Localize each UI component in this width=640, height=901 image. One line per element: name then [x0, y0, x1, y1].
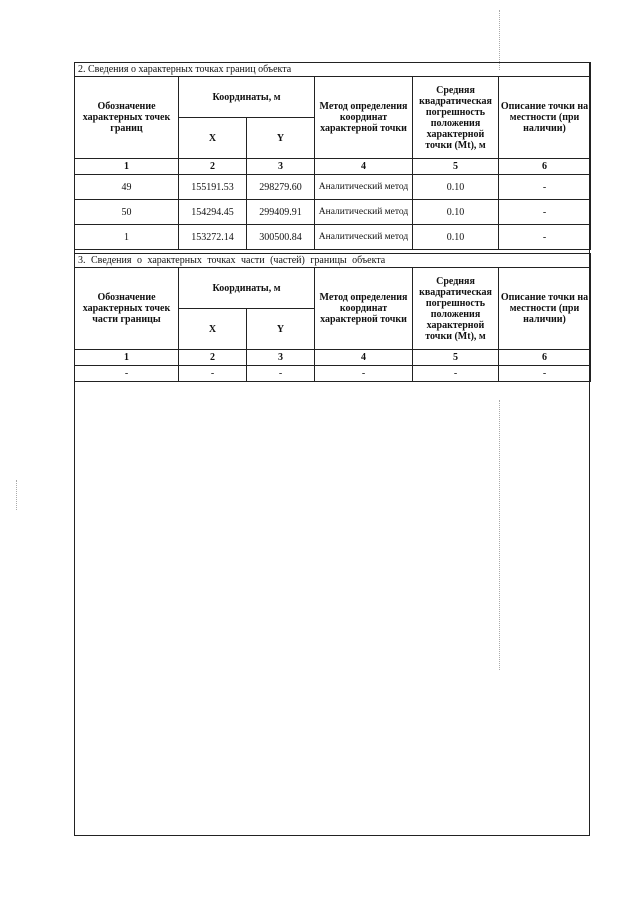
column-number: 1 — [75, 350, 179, 366]
x-cell: 155191.53 — [179, 175, 247, 200]
header-y: Y — [247, 118, 315, 159]
description-cell: - — [499, 175, 591, 200]
header-point-designation: Обозначение характерных точек части границы — [75, 268, 179, 350]
section-caption: 3. Сведения о характерных точках части (частей) границы объекта — [75, 254, 591, 268]
point-cell: - — [75, 366, 179, 382]
scan-artifact — [16, 480, 18, 510]
description-cell: - — [499, 200, 591, 225]
column-number: 6 — [499, 350, 591, 366]
mt-cell: 0.10 — [413, 175, 499, 200]
description-cell: - — [499, 225, 591, 250]
part-boundary-points-table — [74, 253, 591, 382]
column-number: 1 — [75, 159, 179, 175]
mt-cell: 0.10 — [413, 200, 499, 225]
header-y: Y — [247, 309, 315, 350]
method-cell: - — [315, 366, 413, 382]
header-accuracy: Средняя квадратическая погрешность положения характерной точки (Mt), м — [413, 77, 499, 159]
x-cell: 153272.14 — [179, 225, 247, 250]
y-cell: 300500.84 — [247, 225, 315, 250]
header-coordinates: Координаты, м — [179, 77, 315, 118]
column-number: 5 — [413, 159, 499, 175]
header-description: Описание точки на местности (при наличии) — [499, 77, 591, 159]
x-cell: 154294.45 — [179, 200, 247, 225]
column-numbers-row — [75, 350, 591, 366]
method-cell: Аналитический метод — [315, 175, 413, 200]
header-x: X — [179, 118, 247, 159]
header-point-designation: Обозначение характерных точек границ — [75, 77, 179, 159]
mt-cell: 0.10 — [413, 225, 499, 250]
point-cell: 1 — [75, 225, 179, 250]
mt-cell: - — [413, 366, 499, 382]
boundary-points-table — [74, 62, 591, 250]
header-coordinates: Координаты, м — [179, 268, 315, 309]
y-cell: 298279.60 — [247, 175, 315, 200]
column-number: 2 — [179, 159, 247, 175]
table-row — [75, 175, 591, 200]
x-cell: - — [179, 366, 247, 382]
column-number: 4 — [315, 159, 413, 175]
y-cell: 299409.91 — [247, 200, 315, 225]
description-cell: - — [499, 366, 591, 382]
column-number: 4 — [315, 350, 413, 366]
column-number: 6 — [499, 159, 591, 175]
method-cell: Аналитический метод — [315, 225, 413, 250]
column-numbers-row — [75, 159, 591, 175]
column-number: 3 — [247, 159, 315, 175]
y-cell: - — [247, 366, 315, 382]
table-row — [75, 225, 591, 250]
header-description: Описание точки на местности (при наличии) — [499, 268, 591, 350]
point-cell: 49 — [75, 175, 179, 200]
header-x: X — [179, 309, 247, 350]
table-row — [75, 366, 591, 382]
point-cell: 50 — [75, 200, 179, 225]
header-accuracy: Средняя квадратическая погрешность положения характерной точки (Mt), м — [413, 268, 499, 350]
scan-artifact — [499, 10, 501, 70]
column-number: 2 — [179, 350, 247, 366]
scan-artifact — [499, 400, 501, 670]
header-method: Метод определения координат характерной точки — [315, 268, 413, 350]
header-method: Метод определения координат характерной точки — [315, 77, 413, 159]
column-number: 5 — [413, 350, 499, 366]
column-number: 3 — [247, 350, 315, 366]
section-caption: 2. Сведения о характерных точках границ объекта — [75, 63, 591, 77]
table-row — [75, 200, 591, 225]
method-cell: Аналитический метод — [315, 200, 413, 225]
